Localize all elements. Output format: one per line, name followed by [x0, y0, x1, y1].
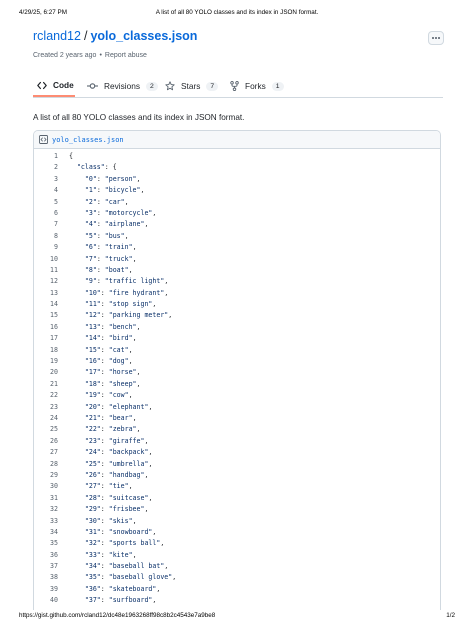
repo-forked-icon	[230, 81, 239, 91]
code-line	[34, 527, 440, 538]
line-number: 5	[54, 197, 58, 206]
print-url: https://gist.github.com/rcland12/dc48e1963268ff98c8b2c4543e7a9be8	[19, 612, 216, 619]
tab-code[interactable]	[33, 75, 75, 97]
line-content: "30": "skis",	[84, 516, 137, 525]
line-number: 23	[50, 402, 58, 411]
line-content: "10": "fire hydrant",	[84, 288, 169, 297]
code-line	[34, 379, 440, 390]
code-icon	[37, 81, 47, 90]
line-number: 7	[54, 220, 58, 229]
line-content: "1": "bicycle",	[84, 186, 145, 195]
code-line	[34, 276, 440, 287]
code-line	[34, 231, 440, 242]
code-line	[34, 288, 440, 299]
line-content: "class": {	[76, 163, 117, 172]
code-line	[34, 504, 440, 515]
code-line	[34, 345, 440, 356]
code-line	[34, 470, 440, 481]
line-number: 9	[54, 243, 58, 252]
print-footer	[19, 612, 455, 622]
title-separator: /	[83, 29, 88, 43]
print-header	[19, 9, 455, 19]
line-number: 6	[54, 208, 58, 217]
line-number: 39	[50, 584, 58, 593]
line-number: 31	[50, 493, 58, 502]
line-number: 13	[50, 288, 58, 297]
line-number: 32	[50, 505, 58, 514]
code-line	[34, 162, 440, 173]
line-number: 3	[54, 174, 58, 183]
tab-stars[interactable]	[165, 75, 218, 97]
line-number: 4	[54, 186, 58, 195]
line-content: "25": "umbrella",	[84, 459, 153, 468]
print-datetime: 4/29/25, 6:27 PM	[19, 9, 67, 16]
line-number: 22	[50, 391, 58, 400]
report-abuse-link[interactable]: Report abuse	[104, 52, 147, 59]
line-content: "34": "baseball bat",	[84, 562, 169, 571]
line-content: "15": "cat",	[84, 345, 133, 354]
line-content: "18": "sheep",	[84, 379, 141, 388]
line-content: "2": "car",	[84, 197, 129, 206]
line-content: "14": "bird",	[84, 334, 137, 343]
line-number: 19	[50, 357, 58, 366]
code-line	[34, 447, 440, 458]
line-number: 26	[50, 436, 58, 445]
line-number: 28	[50, 459, 58, 468]
line-content: "23": "giraffe",	[84, 436, 149, 445]
code-line	[34, 333, 440, 344]
line-number: 11	[50, 265, 58, 274]
code-line	[34, 197, 440, 208]
line-content: "11": "stop sign",	[84, 300, 157, 309]
line-content: "32": "sports ball",	[84, 539, 165, 548]
code-line	[34, 413, 440, 424]
line-content: "28": "suitcase",	[84, 493, 153, 502]
line-content: "13": "bench",	[84, 322, 141, 331]
line-number: 34	[50, 527, 58, 536]
line-number: 29	[50, 470, 58, 479]
line-number: 16	[50, 322, 58, 331]
code-line	[34, 242, 440, 253]
code-line	[34, 254, 440, 265]
line-number: 2	[54, 163, 58, 172]
line-number: 38	[50, 573, 58, 582]
tab-forks[interactable]	[230, 75, 284, 97]
line-number: 1	[54, 152, 58, 160]
line-number: 27	[50, 448, 58, 457]
file-name-link[interactable]: yolo_classes.json	[52, 135, 124, 144]
line-number: 15	[50, 311, 58, 320]
line-number: 36	[50, 550, 58, 559]
line-content: "35": "baseball glove",	[84, 573, 177, 582]
code-line	[34, 561, 440, 572]
line-content: {	[69, 152, 73, 160]
owner-link[interactable]: rcland12	[33, 29, 81, 43]
line-content: "0": "person",	[84, 174, 141, 183]
line-content: "5": "bus",	[84, 231, 129, 240]
line-number: 17	[50, 334, 58, 343]
created-text: Created 2 years ago	[33, 52, 97, 59]
line-content: "9": "traffic light",	[84, 277, 169, 286]
code-line	[34, 174, 440, 185]
line-content: "31": "snowboard",	[84, 527, 157, 536]
line-number: 40	[50, 596, 58, 605]
tab-revisions[interactable]	[87, 75, 158, 97]
line-content: "27": "tie",	[84, 482, 133, 491]
line-content: "12": "parking meter",	[84, 311, 173, 320]
print-page-number: 1/2	[446, 612, 455, 619]
line-number: 24	[50, 413, 58, 422]
revisions-count: 2	[146, 82, 158, 91]
line-number: 21	[50, 379, 58, 388]
line-number: 35	[50, 539, 58, 548]
line-content: "6": "train",	[84, 243, 137, 252]
code-line	[34, 402, 440, 413]
line-content: "33": "kite",	[84, 550, 137, 559]
line-content: "3": "motorcycle",	[84, 208, 157, 217]
code-line	[34, 493, 440, 504]
code-line	[34, 208, 440, 219]
tab-label: Revisions	[104, 81, 140, 91]
gist-description: A list of all 80 YOLO classes and its index in JSON format.	[33, 113, 245, 122]
code-line	[34, 516, 440, 527]
line-number: 33	[50, 516, 58, 525]
line-number: 37	[50, 562, 58, 571]
code-line	[34, 424, 440, 435]
forks-count: 1	[272, 82, 284, 91]
line-content: "29": "frisbee",	[84, 505, 149, 514]
line-content: "8": "boat",	[84, 265, 133, 274]
code-lines	[34, 149, 440, 607]
line-content: "17": "horse",	[84, 368, 141, 377]
code-line	[34, 584, 440, 595]
line-number: 14	[50, 300, 58, 309]
code-line	[34, 550, 440, 561]
gist-filename-link[interactable]: yolo_classes.json	[90, 29, 198, 43]
line-content: "21": "bear",	[84, 413, 137, 422]
line-number: 12	[50, 277, 58, 286]
code-line	[34, 572, 440, 583]
line-number: 18	[50, 345, 58, 354]
line-content: "4": "airplane",	[84, 220, 149, 229]
gist-header	[33, 29, 444, 69]
gist-title	[33, 29, 444, 43]
code-line	[34, 265, 440, 276]
line-content: "37": "surfboard",	[84, 596, 157, 605]
line-content: "24": "backpack",	[84, 448, 153, 457]
file-box	[33, 130, 441, 610]
code-line	[34, 151, 440, 162]
line-content: "26": "handbag",	[84, 470, 149, 479]
line-number: 30	[50, 482, 58, 491]
code-line	[34, 185, 440, 196]
kebab-horizontal-icon[interactable]	[428, 31, 444, 45]
gist-meta	[33, 52, 444, 59]
line-content: "20": "elephant",	[84, 402, 153, 411]
tab-label: Stars	[181, 81, 201, 91]
code-line	[34, 595, 440, 606]
code-line	[34, 322, 440, 333]
git-commit-icon	[87, 82, 98, 90]
code-line	[34, 459, 440, 470]
print-title: A list of all 80 YOLO classes and its index in JSON format.	[155, 9, 319, 16]
code-line	[34, 310, 440, 321]
code-line	[34, 436, 440, 447]
gist-tabs	[33, 75, 443, 98]
tab-label: Code	[53, 80, 74, 90]
file-code-icon	[39, 135, 48, 144]
line-content: "16": "dog",	[84, 357, 133, 366]
line-content: "7": "truck",	[84, 254, 137, 263]
code-line	[34, 390, 440, 401]
file-header	[34, 131, 440, 149]
line-content: "36": "skateboard",	[84, 584, 161, 593]
code-line	[34, 299, 440, 310]
code-line	[34, 367, 440, 378]
tab-label: Forks	[245, 81, 266, 91]
line-number: 20	[50, 368, 58, 377]
line-number: 8	[54, 231, 58, 240]
line-content: "22": "zebra",	[84, 425, 141, 434]
star-icon	[165, 81, 175, 91]
code-line	[34, 538, 440, 549]
code-line	[34, 219, 440, 230]
line-content: "19": "cow",	[84, 391, 133, 400]
code-line	[34, 356, 440, 367]
line-number: 10	[50, 254, 58, 263]
code-line	[34, 481, 440, 492]
stars-count: 7	[206, 82, 218, 91]
meta-dot: •	[99, 52, 102, 59]
line-number: 25	[50, 425, 58, 434]
